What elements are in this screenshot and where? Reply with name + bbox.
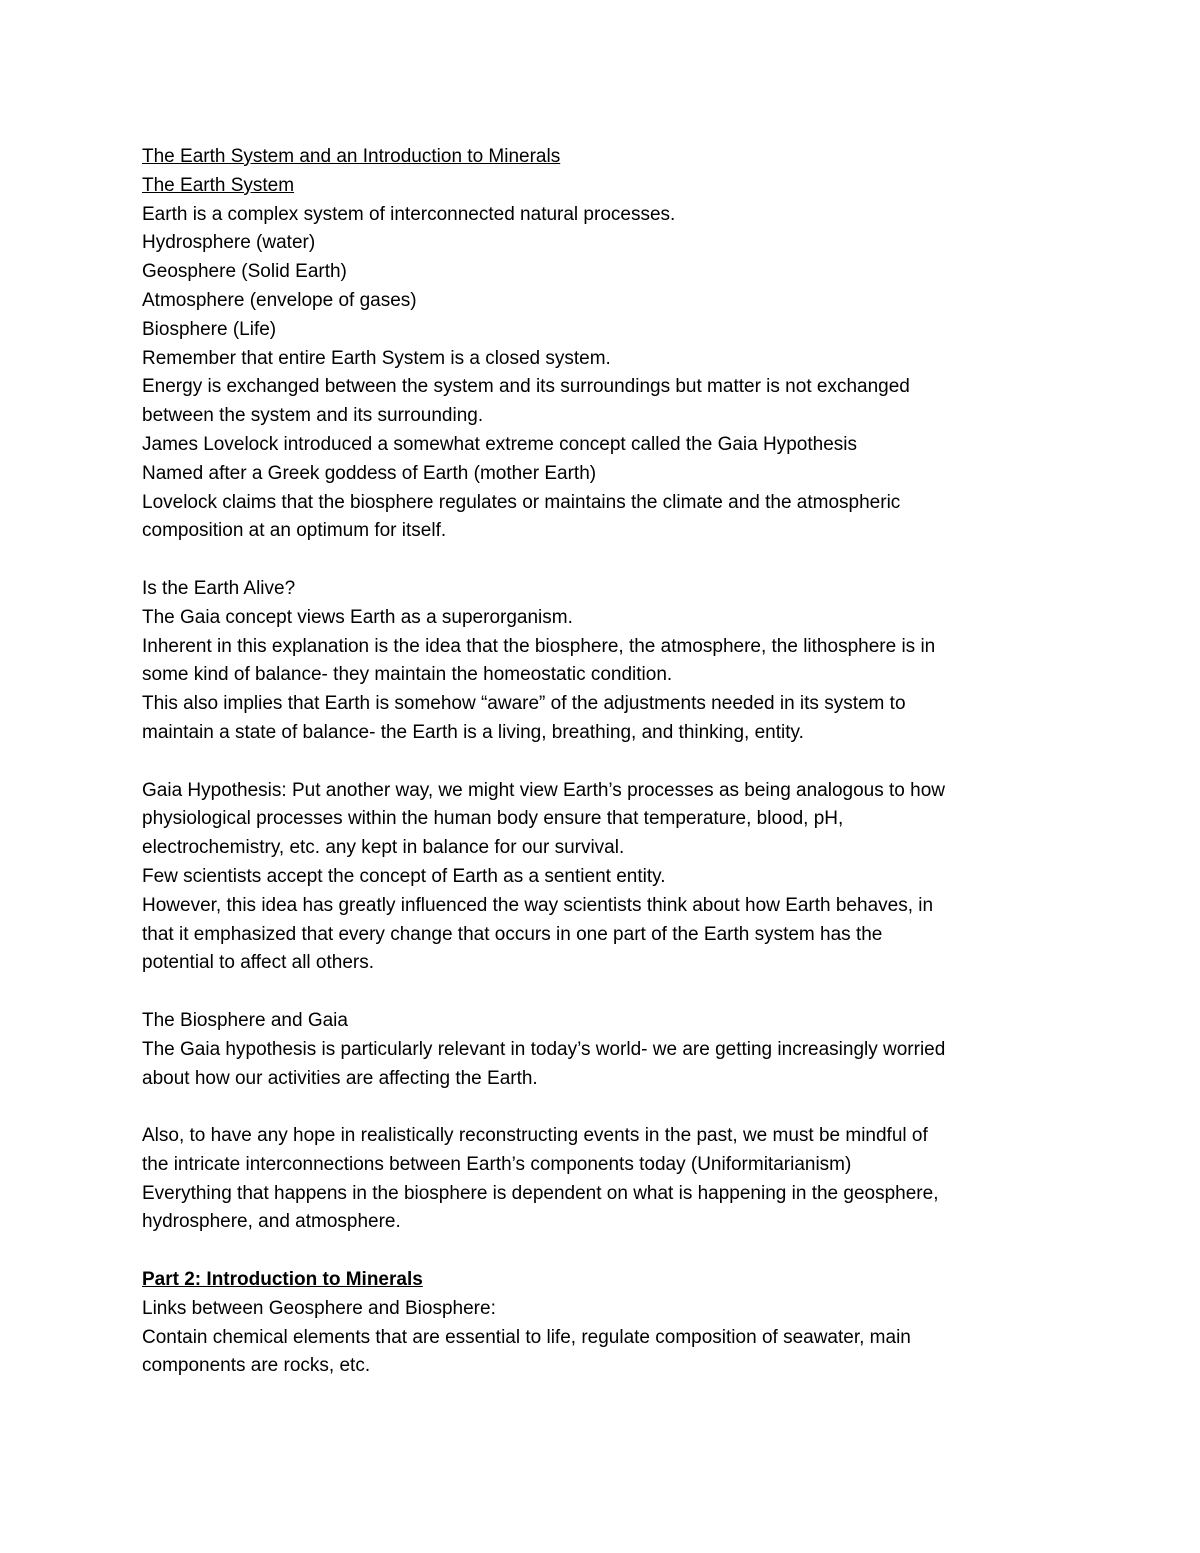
paragraph-line: Geosphere (Solid Earth): [142, 261, 347, 283]
paragraph-line: Everything that happens in the biosphere is dependent on what is happening in the geosphere,: [142, 1182, 939, 1204]
paragraph-line: This also implies that Earth is somehow “aware” of the adjustments needed in its system to: [142, 693, 906, 715]
paragraph-line: Energy is exchanged between the system and its surroundings but matter is not exchanged: [142, 376, 910, 398]
blank-line: [142, 1093, 1072, 1122]
section-heading-earth-alive: Is the Earth Alive?: [142, 577, 296, 599]
paragraph-line: potential to affect all others.: [142, 952, 375, 974]
paragraph-line: The Gaia hypothesis is particularly relevant in today’s world- we are getting increasingly worried: [142, 1038, 946, 1060]
blank-line: [142, 748, 1072, 777]
section-heading-biosphere-gaia: The Biosphere and Gaia: [142, 1009, 348, 1031]
paragraph-line: that it emphasized that every change that occurs in one part of the Earth system has the: [142, 923, 883, 945]
paragraph-line: between the system and its surrounding.: [142, 405, 484, 427]
blank-line: [142, 978, 1072, 1007]
paragraph-line: Few scientists accept the concept of Earth as a sentient entity.: [142, 865, 666, 887]
paragraph-line: Contain chemical elements that are essential to life, regulate composition of seawater, main: [142, 1326, 911, 1348]
paragraph-line: However, this idea has greatly influenced the way scientists think about how Earth behaves, in: [142, 894, 934, 916]
blank-line: [142, 1237, 1072, 1266]
paragraph-line: components are rocks, etc.: [142, 1355, 371, 1377]
part2-heading: Part 2: Introduction to Minerals: [142, 1269, 423, 1291]
paragraph-line: some kind of balance- they maintain the homeostatic condition.: [142, 664, 673, 686]
paragraph-line: Lovelock claims that the biosphere regulates or maintains the climate and the atmospheric: [142, 491, 901, 513]
blank-line: [142, 546, 1072, 575]
paragraph-line: the intricate interconnections between Earth’s components today (Uniformitarianism): [142, 1153, 852, 1175]
paragraph-line: Hydrosphere (water): [142, 232, 316, 254]
paragraph-line: composition at an optimum for itself.: [142, 520, 447, 542]
document-title: The Earth System and an Introduction to Minerals: [142, 146, 561, 167]
paragraph-line: electrochemistry, etc. any kept in balance for our survival.: [142, 837, 625, 859]
paragraph-line: Gaia Hypothesis: Put another way, we might view Earth’s processes as being analogous to how: [142, 779, 946, 801]
paragraph-line: hydrosphere, and atmosphere.: [142, 1211, 401, 1233]
paragraph-line: Remember that entire Earth System is a closed system.: [142, 347, 611, 369]
paragraph-line: Earth is a complex system of interconnected natural processes.: [142, 203, 676, 225]
paragraph-line: The Gaia concept views Earth as a superorganism.: [142, 606, 573, 628]
document-page: [142, 143, 1072, 1381]
paragraph-line: Biosphere (Life): [142, 318, 277, 340]
paragraph-line: Inherent in this explanation is the idea that the biosphere, the atmosphere, the lithosphere is in: [142, 635, 936, 657]
paragraph-line: Links between Geosphere and Biosphere:: [142, 1297, 496, 1319]
section-heading-earth-system: The Earth System: [142, 174, 295, 196]
paragraph-line: Named after a Greek goddess of Earth (mother Earth): [142, 462, 597, 484]
paragraph-line: James Lovelock introduced a somewhat extreme concept called the Gaia Hypothesis: [142, 433, 857, 455]
paragraph-line: Also, to have any hope in realistically reconstructing events in the past, we must be mindful of: [142, 1125, 928, 1147]
paragraph-line: Atmosphere (envelope of gases): [142, 289, 417, 311]
paragraph-line: physiological processes within the human body ensure that temperature, blood, pH,: [142, 808, 844, 830]
paragraph-line: about how our activities are affecting the Earth.: [142, 1067, 538, 1089]
paragraph-line: maintain a state of balance- the Earth is a living, breathing, and thinking, entity.: [142, 721, 804, 743]
